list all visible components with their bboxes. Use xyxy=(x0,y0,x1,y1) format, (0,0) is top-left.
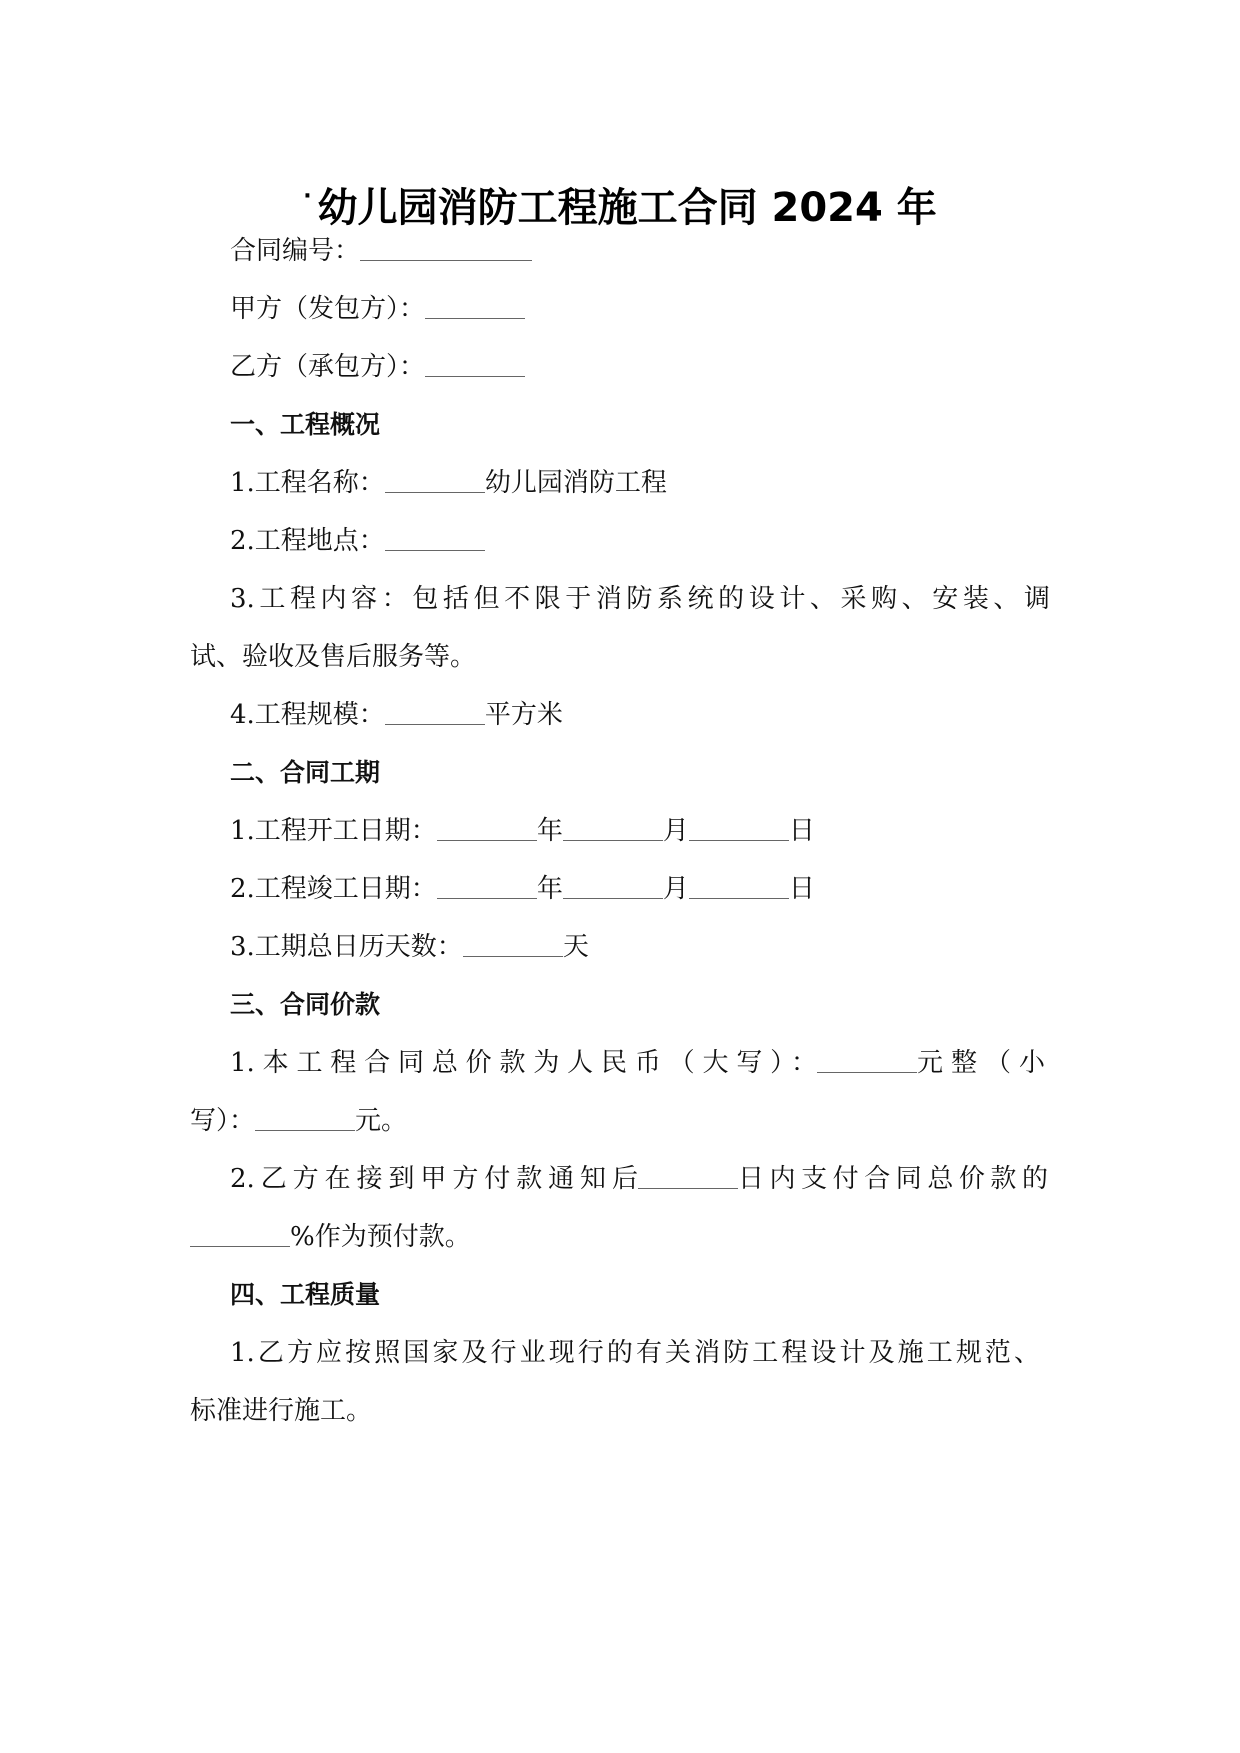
start-year-blank[interactable] xyxy=(437,818,537,841)
project-name-suffix: 幼儿园消防工程 xyxy=(484,468,667,498)
project-name-field xyxy=(230,468,667,498)
party-b-blank[interactable] xyxy=(425,354,525,377)
price-lowercase-suffix: 元。 xyxy=(355,1106,408,1136)
price-uppercase-label: 1.本工程合同总价款为人民币（大写）： xyxy=(230,1048,817,1078)
title-text: 幼儿园消防工程施工合同 2024 年 xyxy=(317,185,937,231)
party-a-blank[interactable] xyxy=(425,296,525,319)
contract-number-field xyxy=(230,236,532,266)
section-heading-overview: 一、工程概况 xyxy=(230,410,381,439)
quality-text: 1.乙方应按照国家及行业现行的有关消防工程设计及施工规范、 xyxy=(230,1338,1040,1368)
start-date-field xyxy=(230,816,815,846)
start-month-blank[interactable] xyxy=(563,818,663,841)
contract-number-blank[interactable] xyxy=(360,238,532,261)
project-location-blank[interactable] xyxy=(385,528,485,551)
month-label: 月 xyxy=(662,816,689,846)
prepayment-percent-blank[interactable] xyxy=(190,1224,290,1247)
prepayment-suffix: %作为预付款。 xyxy=(290,1222,471,1252)
quality-line2: 标准进行施工。 xyxy=(190,1396,373,1426)
prepayment-line2 xyxy=(190,1222,471,1252)
party-b-field xyxy=(230,352,525,382)
project-content-line2: 试、验收及售后服务等。 xyxy=(190,642,477,672)
project-scale-label: 4.工程规模： xyxy=(230,700,385,730)
project-content-line1 xyxy=(230,584,1050,614)
prepayment-line1 xyxy=(230,1164,1050,1194)
party-a-label: 甲方（发包方）： xyxy=(230,294,426,324)
contract-number-label: 合同编号： xyxy=(230,236,361,266)
price-line1 xyxy=(230,1048,1050,1078)
total-days-field xyxy=(230,932,589,962)
document-title xyxy=(0,176,1240,233)
end-date-field xyxy=(230,874,815,904)
project-scale-unit: 平方米 xyxy=(484,700,563,730)
year-label: 年 xyxy=(536,874,563,904)
project-scale-blank[interactable] xyxy=(385,702,485,725)
section-heading-price: 三、合同价款 xyxy=(230,990,381,1019)
end-year-blank[interactable] xyxy=(437,876,537,899)
price-line2 xyxy=(190,1106,407,1136)
end-day-blank[interactable] xyxy=(689,876,789,899)
total-days-unit: 天 xyxy=(562,932,589,962)
price-mid-text: 元整（小 xyxy=(917,1048,1045,1078)
project-name-label: 1.工程名称： xyxy=(230,468,385,498)
year-label: 年 xyxy=(536,816,563,846)
price-uppercase-blank[interactable] xyxy=(817,1050,917,1073)
section-heading-quality: 四、工程质量 xyxy=(230,1280,381,1309)
month-label: 月 xyxy=(662,874,689,904)
project-location-label: 2.工程地点： xyxy=(230,526,385,556)
day-label: 日 xyxy=(788,816,815,846)
project-location-field xyxy=(230,526,485,556)
party-b-label: 乙方（承包方）： xyxy=(230,352,426,382)
quality-line1 xyxy=(230,1338,1050,1368)
project-content-text: 3.工程内容：包括但不限于消防系统的设计、采购、安装、调 xyxy=(230,584,1050,614)
project-name-blank[interactable] xyxy=(385,470,485,493)
prepayment-label: 2.乙方在接到甲方付款通知后 xyxy=(230,1164,638,1194)
section-heading-duration: 二、合同工期 xyxy=(230,758,381,787)
end-date-label: 2.工程竣工日期： xyxy=(230,874,437,904)
price-lowercase-label: 写）： xyxy=(190,1106,256,1136)
end-month-blank[interactable] xyxy=(563,876,663,899)
total-days-blank[interactable] xyxy=(463,934,563,957)
total-days-label: 3.工期总日历天数： xyxy=(230,932,463,962)
title-mark: · xyxy=(303,184,312,209)
price-lowercase-blank[interactable] xyxy=(255,1108,355,1131)
start-date-label: 1.工程开工日期： xyxy=(230,816,437,846)
day-label: 日 xyxy=(788,874,815,904)
start-day-blank[interactable] xyxy=(689,818,789,841)
prepayment-days-blank[interactable] xyxy=(638,1166,738,1189)
project-scale-field xyxy=(230,700,563,730)
prepayment-mid-text: 日内支付合同总价款的 xyxy=(738,1164,1048,1194)
party-a-field xyxy=(230,294,525,324)
